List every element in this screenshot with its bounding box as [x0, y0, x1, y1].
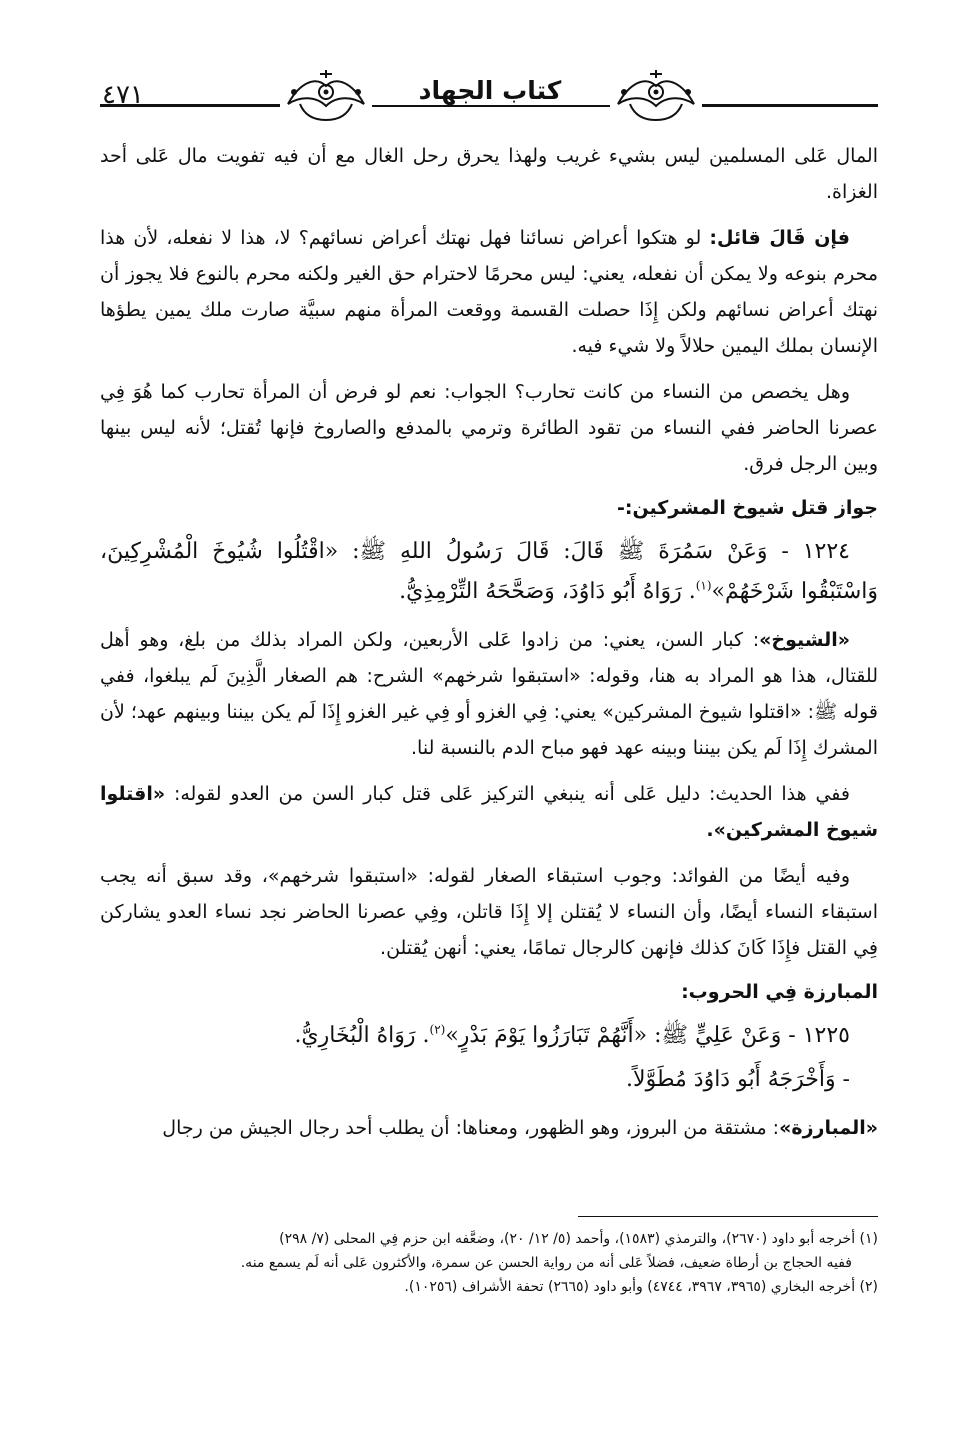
- page-number: ٤٧١: [102, 80, 144, 110]
- paragraph: [100, 1110, 878, 1146]
- paragraph: وفيه أيضًا من الفوائد: وجوب استبقاء الصغار لقوله: «استبقوا شرخهم»، وقد سبق أنه يجب استبقاء النساء أيضًا، وأن النساء لا يُقتلن إلا إِذَا قاتلن، وفِي عصرنا الحاضر نجد نساء العدو يشاركن فِي القتل فإِذَا كَانَ كذلك فإنهن كالرجال تمامًا، يعني: أنهن يُقتلن.: [100, 865, 878, 959]
- paragraph-quote: «اقتلوا شيوخ المشركين».: [100, 783, 878, 841]
- hadith-text: [100, 532, 878, 612]
- footnote-ref: (١): [695, 578, 712, 593]
- footnote-rule: [578, 1216, 878, 1217]
- paragraph-lead: فإن قَالَ قائل:: [709, 227, 850, 249]
- paragraph-lead: «المبارزة»: [779, 1117, 878, 1139]
- hadith-body: ١٢٢٤ - وَعَنْ سَمُرَةَ ﷺ قَالَ: قَالَ رَسُولُ اللهِ ﷺ: «اقْتُلُوا شُيُوخَ الْمُشْرِكِينَ، وَاسْتَبْقُوا شَرْخَهُمْ»: [100, 539, 878, 604]
- footnotes: [100, 1216, 878, 1299]
- floral-ornament-icon: [610, 62, 702, 128]
- page-header: [100, 62, 878, 128]
- hadith-body: ١٢٢٥ - وَعَنْ عَلِيٍّ ﷺ: «أَنَّهُمْ تَبَارَزُوا يَوْمَ بَدْرٍ»: [445, 1023, 850, 1048]
- paragraph-text: لو هتكوا أعراض نسائنا فهل نهتك أعراض نسائهم؟ لا، هذا لا نفعله، لأن هذا محرم بنوعه ولا يمكن أن نفعله، يعني: ليس محرمًا لاحترام حق الغير ولكنه محرم بالنوع فلا يجوز أن نهتك أعراض نسائهم ولكن إِذَا حصلت القسمة ووقعت المرأة منهم سبيَّة صارت ملك يمين يطؤها الإنسان بملك اليمين حلالاً ولا شيء فيه.: [100, 227, 878, 357]
- paragraph: وهل يخصص من النساء من كانت تحارب؟ الجواب: نعم لو فرض أن المرأة تحارب كما هُوَ فِي عصرنا الحاضر ففي النساء من تقود الطائرة وترمي بالمدفع والصاروخ فإنها تُقتل؛ لأنه ليس بينها وبين الرجل فرق.: [100, 381, 878, 475]
- book-title: كتاب الجهاد: [370, 76, 610, 105]
- paragraph: [100, 220, 878, 364]
- section-heading: المبارزة فِي الحروب:: [681, 981, 878, 1003]
- hadith-text: - وَأَخْرَجَهُ أَبُو دَاوُدَ مُطَوَّلاً.: [626, 1067, 850, 1092]
- footnote: (١) أخرجه أبو داود (٢٦٧٠)، والترمذي (١٥٨٣)، وأحمد (٥/ ١٢/ ٢٠)، وضعَّفه ابن حزم فِي المحلى (٧/ ٢٩٨): [279, 1231, 878, 1247]
- footnote: ففيه الحجاج بن أرطاة ضعيف، فضلاً عَلى أنه من رواية الحسن عن سمرة، والأكثرون عَلى أنه لَم يسمع منه.: [240, 1255, 852, 1271]
- hadith-source: . رَوَاهُ الْبُخَارِيُّ.: [294, 1023, 430, 1048]
- paragraph: [100, 622, 878, 766]
- hadith-source: . رَوَاهُ أَبُو دَاوُدَ، وَصَحَّحَهُ التِّرْمِذِيُّ.: [399, 579, 696, 604]
- section-heading: جواز قتل شيوخ المشركين:-: [616, 497, 878, 519]
- paragraph: المال عَلى المسلمين ليس بشيء غريب ولهذا يحرق رحل الغال مع أن فيه تفويت مال عَلى أحد الغزاة.: [100, 145, 878, 203]
- paragraph-text: : كبار السن، يعني: من زادوا عَلى الأربعين، ولكن المراد بذلك من بلغ، وهو أهل للقتال، هذا هو المراد به هنا، وقوله: «استبقوا شرخهم» الشرح: هم الصغار الَّذِينَ لَم يبلغوا، ففي قوله ﷺ: «اقتلوا شيوخ المشركين» يعني: فِي الغزو أو فِي غير الغزو إِذَا لَم يكن بيننا وبينهم عهد؛ لأن المشرك إِذَا لَم يكن بيننا وبينه عهد فهو مباح الدم بالنسبة لنا.: [100, 629, 878, 759]
- hadith-text: [100, 1016, 878, 1056]
- body-text: [100, 138, 878, 1146]
- footnote-ref: (٢): [429, 1022, 446, 1037]
- paragraph-lead: «الشيوخ»: [759, 629, 850, 651]
- page: [100, 62, 878, 1156]
- paragraph: [100, 776, 878, 848]
- paragraph-text: : مشتقة من البروز، وهو الظهور، ومعناها: أن يطلب أحد رجال الجيش من رجال: [162, 1117, 780, 1139]
- paragraph-text: ففي هذا الحديث: دليل عَلى أنه ينبغي التركيز عَلى قتل كبار السن من العدو لقوله:: [165, 783, 850, 805]
- floral-ornament-icon: [280, 62, 372, 128]
- footnote: (٢) أخرجه البخاري (٣٩٦٥، ٣٩٦٧، ٤٧٤٤) وأبو داود (٢٦٦٥) تحفة الأشراف (١٠٢٥٦).: [404, 1279, 878, 1295]
